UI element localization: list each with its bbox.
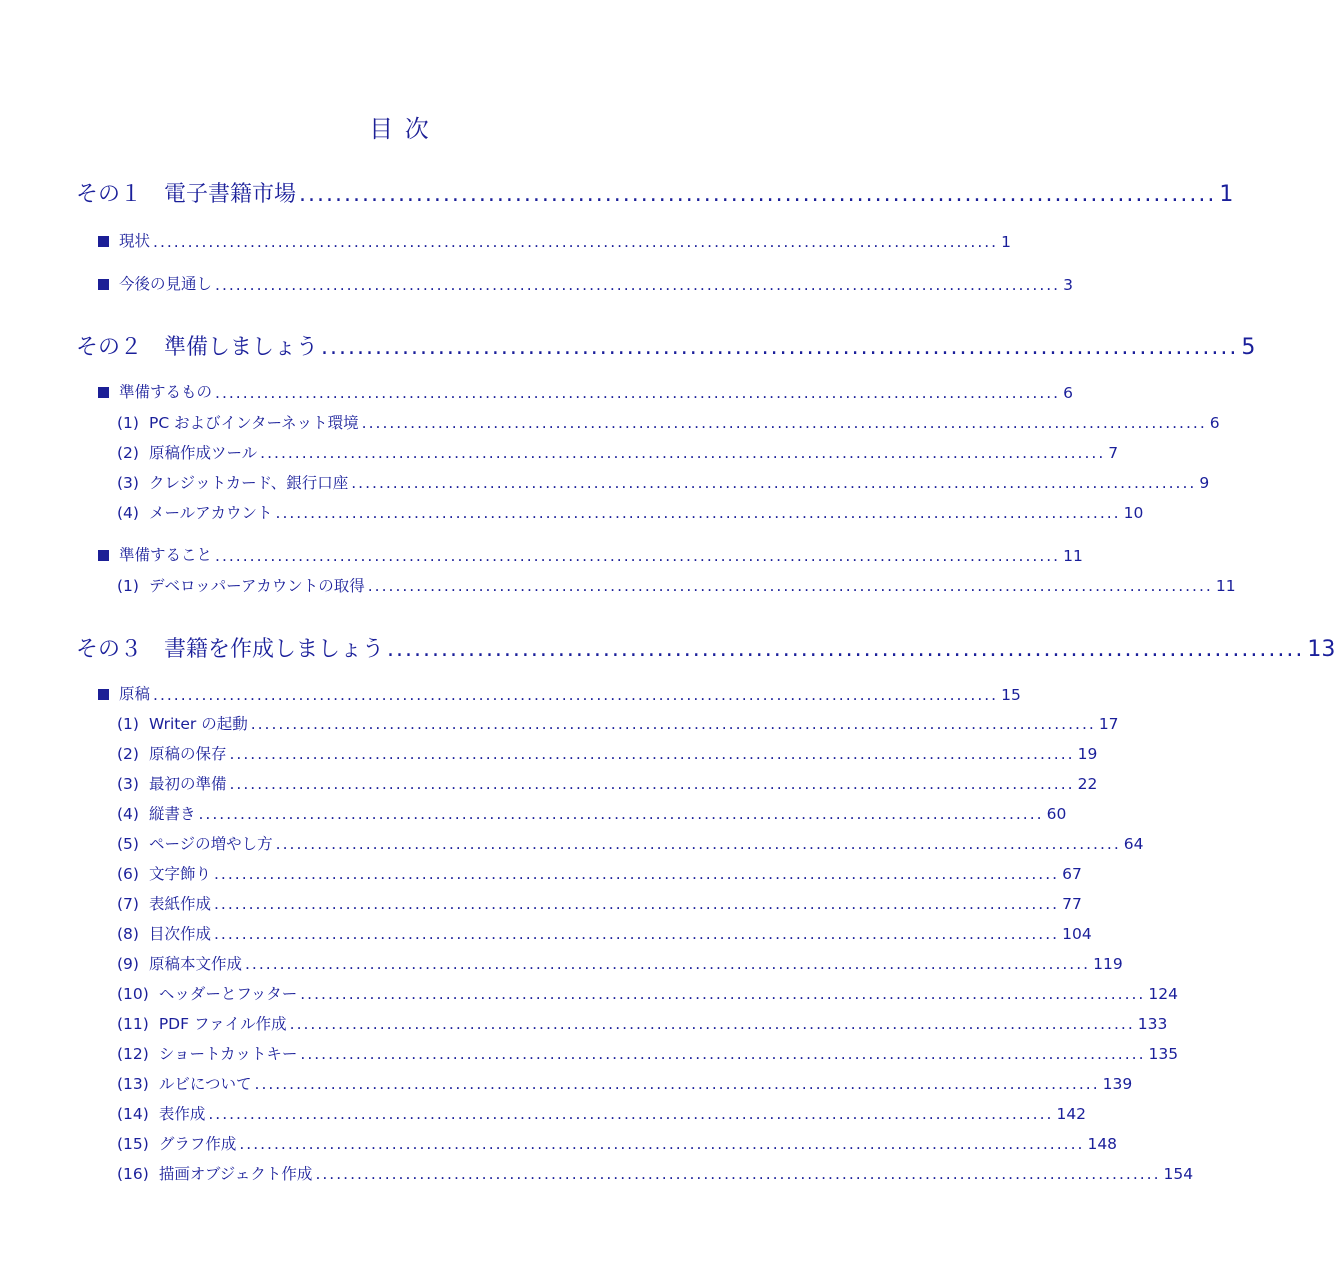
- toc-item[interactable]: [117, 441, 1119, 465]
- chapter-label: その２ 準備しましょう: [76, 335, 319, 360]
- square-bullet-icon: [98, 236, 109, 247]
- square-bullet-icon: [98, 689, 109, 700]
- item-label: PC およびインターネット環境: [148, 414, 359, 432]
- section-label: 準備するもの: [119, 383, 213, 401]
- dot-leader: ..........................................................................................................................: [361, 414, 1207, 432]
- chapter-label: その３ 書籍を作成しましょう: [76, 637, 385, 662]
- page-number: 22: [1077, 775, 1098, 793]
- dot-leader: ..........................................................................................................................: [289, 1015, 1135, 1033]
- page-number: 104: [1062, 925, 1092, 943]
- toc-item[interactable]: [117, 501, 1144, 525]
- dot-leader: ..........................................................................................................................: [244, 955, 1091, 973]
- item-index: (9): [117, 955, 139, 973]
- toc-item[interactable]: [117, 574, 1236, 598]
- item-index: (1): [117, 577, 139, 595]
- item-label: 原稿の保存: [148, 745, 227, 763]
- dot-leader: ..........................................................................................................................: [215, 275, 1061, 294]
- dot-leader: ..........................................................................................................................: [260, 444, 1106, 462]
- item-index: (16): [117, 1165, 149, 1183]
- page-number: 5: [1241, 335, 1256, 360]
- item-index: (3): [117, 474, 139, 492]
- page-number: 77: [1062, 895, 1082, 913]
- toc-item[interactable]: [117, 772, 1098, 796]
- dot-leader: ..........................................................................................................................: [153, 232, 999, 251]
- square-bullet-icon: [98, 279, 109, 290]
- item-index: (1): [117, 414, 139, 432]
- item-index: (1): [117, 715, 139, 733]
- square-bullet-icon: [98, 387, 109, 398]
- toc-item[interactable]: [117, 922, 1092, 946]
- toc-item[interactable]: [117, 1042, 1179, 1066]
- dot-leader: ..........................................................................................................................: [229, 745, 1075, 763]
- page-title: 目 次: [369, 115, 431, 143]
- section-label: 今後の見通し: [119, 275, 213, 293]
- page-number: 7: [1108, 444, 1119, 462]
- page-number: 148: [1087, 1135, 1118, 1153]
- item-label: 最初の準備: [148, 775, 227, 793]
- page-number: 13: [1307, 637, 1335, 662]
- item-label: 表紙作成: [148, 895, 211, 913]
- section-label: 現状: [119, 232, 151, 250]
- item-label: デベロッパーアカウントの取得: [148, 577, 365, 595]
- toc-item[interactable]: [117, 1012, 1168, 1036]
- item-label: 原稿作成ツール: [148, 444, 258, 462]
- page-number: 11: [1215, 577, 1236, 595]
- item-index: (12): [117, 1045, 149, 1063]
- page-number: 19: [1077, 745, 1098, 763]
- item-label: 目次作成: [148, 925, 211, 943]
- page-number: 60: [1046, 805, 1067, 823]
- dot-leader: ..........................................................................................................................: [239, 1135, 1085, 1153]
- section-label: 原稿: [119, 685, 151, 703]
- dot-leader: ..........................................................................................................................: [275, 835, 1121, 853]
- dot-leader: ......................................................................................................: [387, 637, 1305, 662]
- dot-leader: ......................................................................................................: [321, 335, 1239, 360]
- dot-leader: ..........................................................................................................................: [254, 1075, 1100, 1093]
- item-index: (2): [117, 444, 139, 462]
- page-number: 11: [1063, 546, 1083, 565]
- page-number: 6: [1209, 414, 1220, 432]
- toc-item[interactable]: [117, 832, 1144, 856]
- item-index: (10): [117, 985, 149, 1003]
- item-label: 縦書き: [148, 805, 196, 823]
- toc-item[interactable]: [117, 802, 1067, 826]
- dot-leader: ......................................................................................................: [299, 182, 1217, 207]
- item-index: (7): [117, 895, 139, 913]
- item-index: (3): [117, 775, 139, 793]
- page-number: 10: [1123, 504, 1144, 522]
- page-number: 154: [1163, 1165, 1194, 1183]
- dot-leader: ..........................................................................................................................: [275, 504, 1121, 522]
- toc-section[interactable]: [98, 229, 1011, 253]
- item-label: Writer の起動: [148, 715, 248, 733]
- toc-item[interactable]: [117, 742, 1098, 766]
- item-label: ショートカットキー: [158, 1045, 298, 1063]
- item-label: 表作成: [158, 1105, 206, 1123]
- dot-leader: ..........................................................................................................................: [208, 1105, 1054, 1123]
- page-number: 1: [1001, 232, 1011, 251]
- page-number: 135: [1148, 1045, 1179, 1063]
- item-index: (11): [117, 1015, 149, 1033]
- toc-item[interactable]: [117, 982, 1178, 1006]
- dot-leader: ..........................................................................................................................: [213, 925, 1060, 943]
- item-label: ヘッダーとフッター: [158, 985, 298, 1003]
- page-number: 142: [1056, 1105, 1087, 1123]
- page-number: 139: [1102, 1075, 1133, 1093]
- page-number: 119: [1093, 955, 1123, 973]
- item-index: (4): [117, 504, 139, 522]
- dot-leader: ..........................................................................................................................: [300, 985, 1146, 1003]
- dot-leader: ..........................................................................................................................: [213, 895, 1060, 913]
- page-number: 17: [1098, 715, 1119, 733]
- item-label: ルビについて: [158, 1075, 252, 1093]
- page-number: 15: [1001, 685, 1021, 704]
- dot-leader: ..........................................................................................................................: [153, 685, 999, 704]
- dot-leader: ..........................................................................................................................: [351, 474, 1197, 492]
- item-label: 描画オブジェクト作成: [158, 1165, 313, 1183]
- dot-leader: ..........................................................................................................................: [213, 865, 1060, 883]
- toc-section[interactable]: [98, 682, 1021, 706]
- dot-leader: ..........................................................................................................................: [300, 1045, 1146, 1063]
- item-label: ページの増やし方: [148, 835, 273, 853]
- item-label: 文字飾り: [148, 865, 211, 883]
- toc-item[interactable]: [117, 1072, 1133, 1096]
- dot-leader: ..........................................................................................................................: [315, 1165, 1161, 1183]
- toc-item[interactable]: [117, 1102, 1087, 1126]
- dot-leader: ..........................................................................................................................: [215, 546, 1061, 565]
- square-bullet-icon: [98, 550, 109, 561]
- item-label: PDF ファイル作成: [158, 1015, 287, 1033]
- toc-item[interactable]: [117, 1132, 1118, 1156]
- toc-item[interactable]: [117, 411, 1220, 435]
- page-number: 9: [1199, 474, 1210, 492]
- dot-leader: ..........................................................................................................................: [215, 383, 1061, 402]
- item-index: (5): [117, 835, 139, 853]
- item-label: 原稿本文作成: [148, 955, 242, 973]
- dot-leader: ..........................................................................................................................: [367, 577, 1213, 595]
- item-index: (4): [117, 805, 139, 823]
- toc-chapter-1[interactable]: [76, 180, 1234, 210]
- item-index: (8): [117, 925, 139, 943]
- toc-item[interactable]: [117, 952, 1123, 976]
- dot-leader: ..........................................................................................................................: [198, 805, 1044, 823]
- toc-chapter-3[interactable]: [76, 635, 1335, 665]
- item-index: (13): [117, 1075, 149, 1093]
- page-number: 64: [1123, 835, 1144, 853]
- section-label: 準備すること: [119, 546, 213, 564]
- page-number: 3: [1063, 275, 1073, 294]
- page-number: 133: [1137, 1015, 1168, 1033]
- item-index: (6): [117, 865, 139, 883]
- item-label: グラフ作成: [158, 1135, 237, 1153]
- chapter-label: その１ 電子書籍市場: [76, 182, 297, 207]
- item-label: メールアカウント: [148, 504, 273, 522]
- page-number: 124: [1148, 985, 1178, 1003]
- toc-item[interactable]: [117, 712, 1119, 736]
- toc-section[interactable]: [98, 543, 1083, 567]
- page-number: 6: [1063, 383, 1073, 402]
- toc-item[interactable]: [117, 892, 1082, 916]
- toc-section[interactable]: [98, 380, 1073, 404]
- item-index: (2): [117, 745, 139, 763]
- item-index: (14): [117, 1105, 149, 1123]
- toc-item[interactable]: [117, 1162, 1194, 1186]
- page-number: 1: [1219, 182, 1234, 207]
- toc-chapter-2[interactable]: [76, 333, 1256, 363]
- toc-item[interactable]: [117, 471, 1210, 495]
- item-index: (15): [117, 1135, 149, 1153]
- dot-leader: ..........................................................................................................................: [229, 775, 1075, 793]
- toc-section[interactable]: [98, 272, 1073, 296]
- item-label: クレジットカード、銀行口座: [148, 474, 349, 492]
- toc-item[interactable]: [117, 862, 1082, 886]
- page-number: 67: [1062, 865, 1082, 883]
- dot-leader: ..........................................................................................................................: [250, 715, 1096, 733]
